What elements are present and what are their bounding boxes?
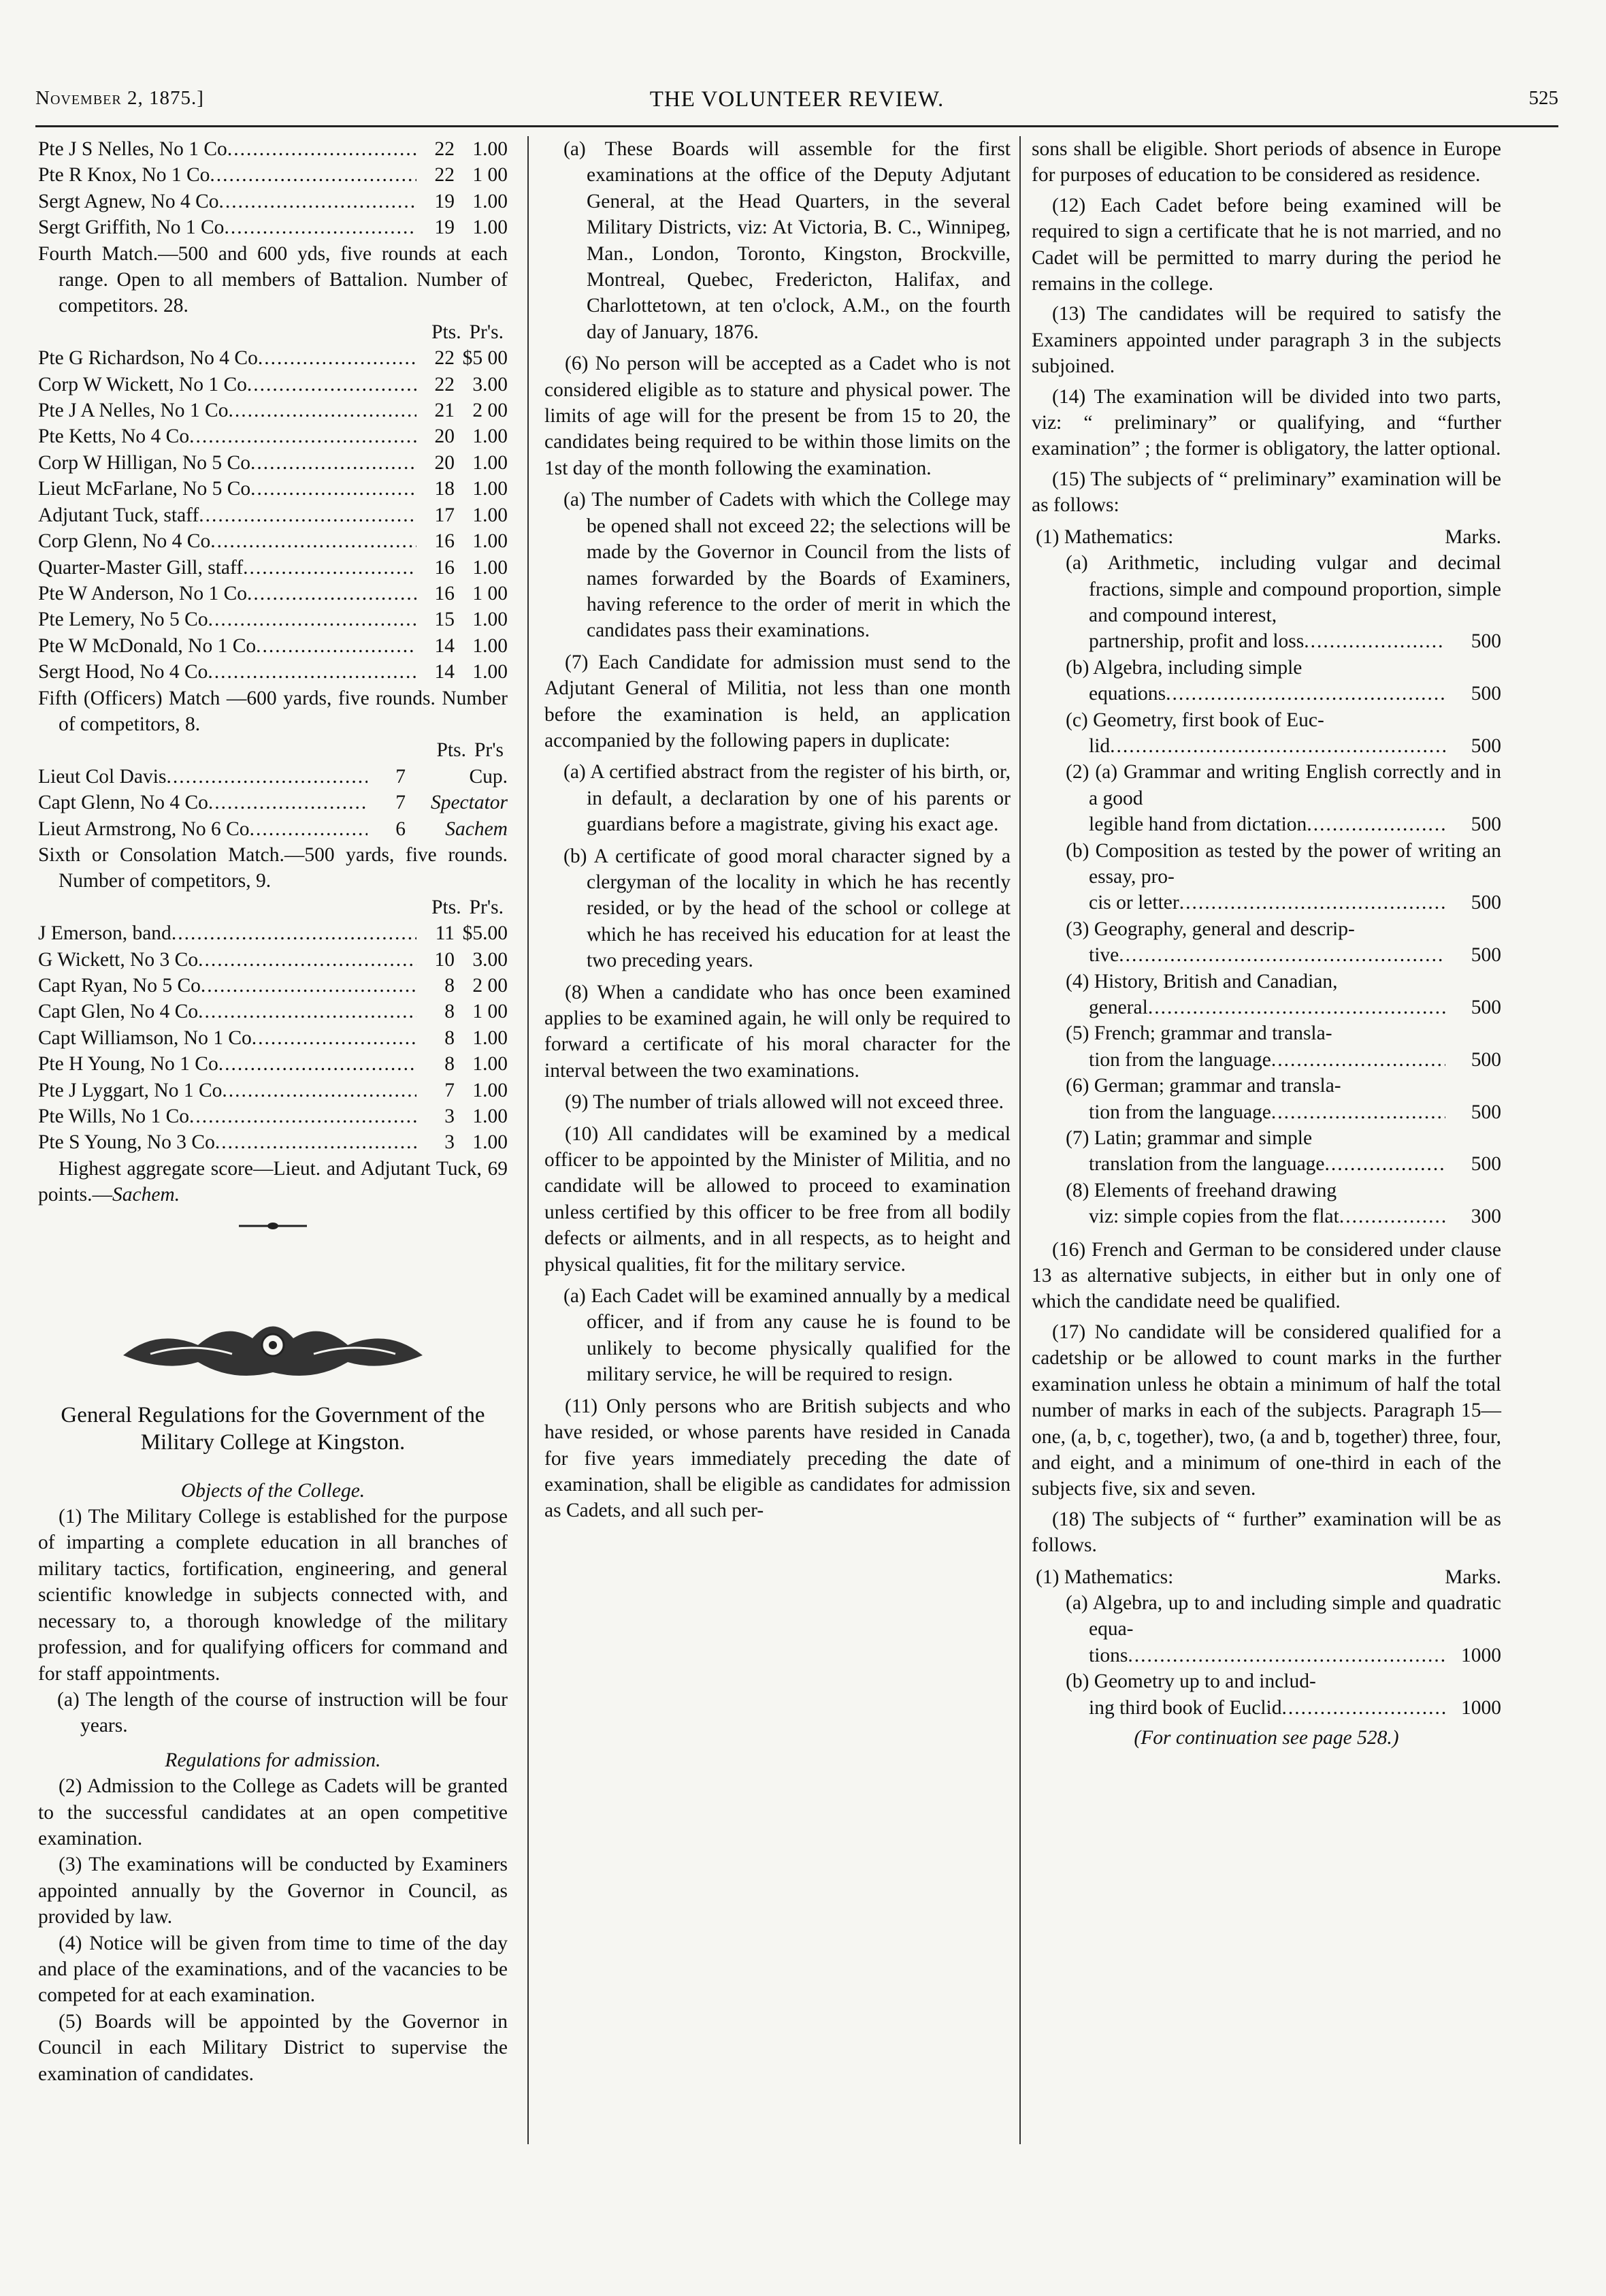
competitor-name: Sergt Agnew, No 4 Co ..... bbox=[38, 189, 416, 214]
subject-description: (b) Geometry up to and includ- bbox=[1066, 1670, 1316, 1693]
subject-final-line: viz: simple copies from the flat ..... bbox=[1089, 1203, 1445, 1229]
competitor-points: 7 bbox=[395, 792, 406, 814]
further-subjects bbox=[1032, 1590, 1501, 1721]
competitor-prize: 1 00 bbox=[472, 582, 508, 604]
paragraph-5: (5) Boards will be appointed by the Governor in Council in each Military District to supervise the examination of candidates. bbox=[38, 2010, 508, 2085]
fifth-match-results bbox=[38, 764, 508, 842]
competitor-points: 7 bbox=[444, 1079, 455, 1101]
competitor-prize: 1.00 bbox=[472, 530, 508, 553]
competitor-prize: 2 00 bbox=[472, 975, 508, 997]
subject-marks: 300 bbox=[1471, 1206, 1501, 1228]
competitor-name: Lieut Col Davis ..... bbox=[38, 764, 367, 790]
result-row bbox=[38, 947, 508, 973]
competitor-points: 20 bbox=[434, 425, 455, 448]
column-1 bbox=[38, 136, 508, 2087]
result-row bbox=[38, 1103, 508, 1129]
competitor-prize: 1.00 bbox=[472, 451, 508, 474]
competitor-name: Pte W McDonald, No 1 Co ..... bbox=[38, 633, 416, 659]
competitor-name: Sergt Griffith, No 1 Co ..... bbox=[38, 214, 416, 240]
subject-final-line: cis or letter ..... bbox=[1089, 890, 1445, 916]
competitor-points: 16 bbox=[434, 530, 455, 553]
competitor-name: Pte H Young, No 1 Co ..... bbox=[38, 1051, 416, 1077]
subject-marks-row bbox=[1032, 681, 1501, 707]
result-row bbox=[38, 790, 508, 815]
result-row bbox=[38, 189, 508, 214]
fourth-col-heads bbox=[38, 319, 508, 345]
column-rule bbox=[527, 136, 529, 2144]
paragraph-13: (13) The candidates will be required to satisfy the Examiners appointed under paragraph 3 in the subjects subjoined. bbox=[1032, 303, 1501, 378]
competitor-name: Sergt Hood, No 4 Co ..... bbox=[38, 659, 416, 685]
result-row bbox=[38, 973, 508, 999]
result-row bbox=[38, 764, 508, 790]
competitor-name: Lieut McFarlane, No 5 Co ..... bbox=[38, 476, 416, 502]
subject-marks-row bbox=[1032, 1695, 1501, 1721]
header-page-number: 525 bbox=[1528, 87, 1558, 109]
subject-marks-row bbox=[1032, 995, 1501, 1020]
result-row bbox=[38, 136, 508, 162]
subject-final-line: general ..... bbox=[1089, 995, 1445, 1020]
competitor-points: 17 bbox=[434, 504, 455, 526]
result-row bbox=[38, 633, 508, 659]
competitor-prize: 1.00 bbox=[472, 609, 508, 631]
subject-description: (7) Latin; grammar and simple bbox=[1066, 1127, 1313, 1150]
subject-marks: 500 bbox=[1471, 630, 1501, 653]
result-row bbox=[38, 423, 508, 449]
competitor-points: 10 bbox=[434, 948, 455, 971]
result-row bbox=[38, 1025, 508, 1051]
competitor-name: Capt Ryan, No 5 Co ..... bbox=[38, 973, 416, 999]
paragraph-7: (7) Each Candidate for admission must send to the Adjutant General of Militia, not less than one month before the examination is held, an application accompanied by the following papers in duplicate: bbox=[544, 651, 1011, 751]
paragraph-10: (10) All candidates will be examined by a medical officer to be appointed by the Minister of Militia, and no candidate will be allowed to proceed to examination unless certified by this officer to be free from all bodily defects or ailments, and in all respects, as to height and physical qualities, fit for the military service. bbox=[544, 1122, 1011, 1276]
continuation-note: (For continuation see page 528.) bbox=[1134, 1726, 1399, 1749]
result-row bbox=[38, 502, 508, 528]
competitor-points: 8 bbox=[444, 1053, 455, 1076]
competitor-prize: 1 00 bbox=[472, 1001, 508, 1023]
competitor-prize: 1.00 bbox=[472, 661, 508, 683]
competitor-prize: 1.00 bbox=[472, 1105, 508, 1128]
competitor-prize: 1.00 bbox=[472, 425, 508, 448]
subject-marks-row bbox=[1032, 733, 1501, 759]
subject-marks-row bbox=[1032, 628, 1501, 654]
objects-heading: Objects of the College. bbox=[180, 1479, 365, 1502]
competitor-prize: 2 00 bbox=[472, 400, 508, 422]
competitor-points: 8 bbox=[444, 975, 455, 997]
competitor-prize: 1.00 bbox=[472, 216, 508, 239]
column-2 bbox=[544, 136, 1011, 1524]
paragraph-16: (16) French and German to be considered under clause 13 as alternative subjects, in either but in only one of which the candidate need be qualified. bbox=[1032, 1238, 1501, 1313]
result-row bbox=[38, 528, 508, 554]
competitor-prize: $5.00 bbox=[462, 922, 508, 945]
subject-description: (5) French; grammar and transla- bbox=[1066, 1022, 1332, 1045]
competitor-name: Quarter-Master Gill, staff ..... bbox=[38, 555, 416, 581]
subject-final-line: equations ..... bbox=[1089, 681, 1445, 707]
competitor-points: 19 bbox=[434, 190, 455, 212]
admission-heading: Regulations for admission. bbox=[165, 1749, 381, 1771]
subject-description: (8) Elements of freehand drawing bbox=[1066, 1179, 1337, 1201]
result-row bbox=[38, 450, 508, 476]
result-row bbox=[38, 345, 508, 371]
fourth-match-results bbox=[38, 345, 508, 685]
subject-marks-row bbox=[1032, 942, 1501, 968]
subject-description: (b) Algebra, including simple bbox=[1066, 656, 1302, 679]
eagle-ornament-icon bbox=[110, 1308, 436, 1389]
result-row bbox=[38, 1078, 508, 1103]
competitor-prize: 1.00 bbox=[472, 1079, 508, 1101]
subject-final-line: ing third book of Euclid ..... bbox=[1089, 1695, 1445, 1721]
paragraph-11-continued: sons shall be eligible. Short periods of absence in Europe for purposes of education to be considered as residence. bbox=[1032, 138, 1501, 187]
sixth-match-heading: Sixth or Consolation Match.—500 yards, five rounds. Number of competitors, 9. bbox=[38, 843, 508, 892]
subject-marks: 500 bbox=[1471, 892, 1501, 914]
subject-final-line: tive ..... bbox=[1089, 942, 1445, 968]
paragraph-5a: (a) These Boards will assemble for the first examinations at the office of the Deputy Adjutant General, at the Head Quarters, in the several Military Districts, viz: At Victoria, B. C., Winnipeg, Man., London, Toronto, Kingston, Brockville, Montreal, Quebec, Fredericton, Halifax, and Charlottetown, at ten o'clock, A.M., on the fourth day of January, 1876. bbox=[563, 138, 1011, 343]
subject-marks-row bbox=[1032, 811, 1501, 837]
col-head-pts: Pts. bbox=[436, 739, 466, 762]
result-row bbox=[38, 214, 508, 240]
paragraph-8: (8) When a candidate who has once been examined applies to be examined again, he will only be required to forward a certificate of his moral character for the interval between the two examinations. bbox=[544, 981, 1011, 1082]
competitor-points: 11 bbox=[435, 922, 455, 945]
subject-marks: 1000 bbox=[1461, 1696, 1501, 1719]
further-math-label: (1) Mathematics: bbox=[1036, 1566, 1174, 1588]
competitor-name: J Emerson, band ..... bbox=[38, 920, 416, 946]
aggregate-signature: Sachem. bbox=[112, 1184, 180, 1206]
competitor-prize: 1.00 bbox=[472, 1131, 508, 1154]
column-3 bbox=[1032, 136, 1501, 1751]
competitor-prize: Spectator bbox=[430, 792, 508, 814]
subject-final-line: tion from the language ..... bbox=[1089, 1099, 1445, 1125]
fifth-col-heads bbox=[38, 737, 508, 763]
paragraph-18: (18) The subjects of “ further” examination will be as follows. bbox=[1032, 1508, 1501, 1557]
competitor-prize: 1.00 bbox=[472, 634, 508, 657]
subject-marks: 500 bbox=[1471, 1048, 1501, 1071]
competitor-name: Pte J A Nelles, No 1 Co ..... bbox=[38, 398, 416, 423]
competitor-points: 8 bbox=[444, 1026, 455, 1049]
result-row bbox=[38, 1129, 508, 1155]
header-title: THE VOLUNTEER REVIEW. bbox=[649, 87, 945, 112]
paragraph-7a: (a) A certified abstract from the register of his birth, or, in default, a declaration by one of his parents or guardians before a magistrate, giving his exact age. bbox=[563, 761, 1011, 836]
competitor-points: 14 bbox=[434, 634, 455, 657]
result-row bbox=[38, 999, 508, 1024]
competitor-points: 16 bbox=[434, 556, 455, 579]
competitor-prize: Cup. bbox=[469, 765, 508, 788]
subject-final-line: tion from the language ..... bbox=[1089, 1047, 1445, 1073]
subject-description: (c) Geometry, first book of Euc- bbox=[1066, 709, 1324, 731]
result-row bbox=[38, 476, 508, 502]
competitor-points: 6 bbox=[395, 818, 406, 840]
subject-description: (b) Composition as tested by the power of writing an essay, pro- bbox=[1066, 839, 1501, 888]
competitor-prize: 1.00 bbox=[472, 478, 508, 500]
marks-label: Marks. bbox=[1445, 1566, 1501, 1588]
subject-marks: 500 bbox=[1471, 1153, 1501, 1176]
competitor-prize: 1.00 bbox=[472, 1053, 508, 1076]
header-date: November 2, 1875.] bbox=[35, 87, 204, 109]
paragraph-7b: (b) A certificate of good moral character signed by a clergyman of the locality in which he has recently resided, or by the head of the school or college at which he has received his education for at least the two preceding years. bbox=[563, 845, 1011, 972]
competitor-name: Corp W Hilligan, No 5 Co ..... bbox=[38, 450, 416, 476]
competitor-prize: 1.00 bbox=[472, 1026, 508, 1049]
subject-marks-row bbox=[1032, 1203, 1501, 1229]
paragraph-10a: (a) Each Cadet will be examined annually by a medical officer, and if from any cause he is found to be unlikely to become physically qualified for the military service, he will be required to resign. bbox=[563, 1285, 1011, 1386]
competitor-name: Capt Glen, No 4 Co ..... bbox=[38, 999, 416, 1024]
subject-marks: 1000 bbox=[1461, 1644, 1501, 1666]
subject-final-line: tions ..... bbox=[1089, 1643, 1445, 1668]
paragraph-11: (11) Only persons who are British subjects and who have resided, or whose parents have resided in Canada for five years immediately preceding the date of examination, shall be eligible as candidates for admission as Cadets, and all such per- bbox=[544, 1395, 1011, 1522]
subject-description: (a) Arithmetic, including vulgar and decimal fractions, simple and compound proportion, simple and compound interest, bbox=[1066, 552, 1501, 626]
paragraph-4: (4) Notice will be given from time to time of the day and place of the examinations, and of the vacancies to be competed for at each examination. bbox=[38, 1932, 508, 2007]
subject-marks-row bbox=[1032, 1643, 1501, 1668]
paragraph-1: (1) The Military College is established for the purpose of imparting a complete education in all branches of military tactics, fortification, engineering, and general scientific knowledge in subjects connected with, and necessary to, a thorough knowledge of the military profession, and for qualifying officers for command and for staff appointments. bbox=[38, 1506, 508, 1685]
result-row bbox=[38, 816, 508, 842]
paragraph-6a: (a) The number of Cadets with which the College may be opened shall not exceed 22; the selections will be made by the Governor in Council from the lists of names forwarded by the Boards of Examiners, having reference to the order of merit in which the candidates pass their examinations. bbox=[563, 489, 1011, 642]
subject-final-line: partnership, profit and loss ..... bbox=[1089, 628, 1445, 654]
subject-final-line: translation from the language ..... bbox=[1089, 1151, 1445, 1177]
competitor-prize: 1.00 bbox=[472, 504, 508, 526]
competitor-points: 8 bbox=[444, 1001, 455, 1023]
result-row bbox=[38, 920, 508, 946]
paragraph-15: (15) The subjects of “ preliminary” examination will be as follows: bbox=[1032, 468, 1501, 517]
subject-description: (3) Geography, general and descrip- bbox=[1066, 918, 1355, 940]
competitor-points: 3 bbox=[444, 1105, 455, 1128]
col-head-prize: Pr's bbox=[474, 739, 504, 762]
sixth-col-heads bbox=[38, 894, 508, 920]
competitor-name: Adjutant Tuck, staff ..... bbox=[38, 502, 416, 528]
paragraph-2: (2) Admission to the College as Cadets will be granted to the successful candidates at an open competitive examination. bbox=[38, 1775, 508, 1849]
competitor-name: Pte Lemery, No 5 Co ..... bbox=[38, 607, 416, 632]
competitor-points: 22 bbox=[434, 138, 455, 160]
subject-description: (6) German; grammar and transla- bbox=[1066, 1075, 1341, 1097]
subject-marks-row bbox=[1032, 1047, 1501, 1073]
competitor-points: 21 bbox=[434, 400, 455, 422]
competitor-name: Pte Ketts, No 4 Co ..... bbox=[38, 423, 416, 449]
competitor-name: Corp W Wickett, No 1 Co ..... bbox=[38, 372, 416, 398]
aggregate-text: Highest aggregate score—Lieut. and Adjutant Tuck, 69 points.— bbox=[38, 1157, 508, 1206]
competitor-name: Pte J S Nelles, No 1 Co ..... bbox=[38, 136, 416, 162]
competitor-name: G Wickett, No 3 Co ..... bbox=[38, 947, 416, 973]
fourth-top-results bbox=[38, 136, 508, 241]
subject-marks: 500 bbox=[1471, 813, 1501, 836]
further-math-heading bbox=[1032, 1564, 1501, 1590]
competitor-points: 22 bbox=[434, 164, 455, 187]
paragraph-3: (3) The examinations will be conducted by Examiners appointed annually by the Governor in Council, as provided by law. bbox=[38, 1854, 508, 1928]
paragraph-1a: (a) The length of the course of instruction will be four years. bbox=[57, 1688, 508, 1737]
competitor-points: 22 bbox=[434, 373, 455, 395]
competitor-name: Pte W Anderson, No 1 Co ..... bbox=[38, 581, 416, 607]
column-rule bbox=[1019, 136, 1021, 2144]
paragraph-12: (12) Each Cadet before being examined will be required to sign a certificate that he is not married, and no Cadet will be permitted to marry during the period he remains in the college. bbox=[1032, 194, 1501, 295]
competitor-name: Pte R Knox, No 1 Co ..... bbox=[38, 162, 416, 188]
subject-marks-row bbox=[1032, 1151, 1501, 1177]
competitor-points: 18 bbox=[434, 478, 455, 500]
competitor-name: Pte J Lyggart, No 1 Co ..... bbox=[38, 1078, 416, 1103]
competitor-prize: 3.00 bbox=[472, 373, 508, 395]
result-row bbox=[38, 372, 508, 398]
article-title: General Regulations for the Government of the Military College at Kingston. bbox=[61, 1402, 485, 1455]
marks-label: Marks. bbox=[1445, 526, 1501, 548]
paragraph-9: (9) The number of trials allowed will not exceed three. bbox=[565, 1091, 1004, 1114]
competitor-prize: $5 00 bbox=[462, 347, 508, 370]
fifth-match-heading: Fifth (Officers) Match —600 yards, five rounds. Number of competitors, 8. bbox=[38, 687, 508, 735]
subject-marks: 500 bbox=[1471, 997, 1501, 1018]
result-row bbox=[38, 607, 508, 632]
competitor-prize: 1.00 bbox=[472, 138, 508, 160]
competitor-points: 3 bbox=[444, 1131, 455, 1154]
paragraph-17: (17) No candidate will be considered qualified for a cadetship or be allowed to count marks in the further examination unless he obtain a minimum of half the total number of marks in each of the subjects. Paragraph 15—one, (a, b, c, together), two, (a and b, together) three, four, and eight, and a minimum of one-third in each of the subjects five, six and seven. bbox=[1032, 1321, 1501, 1500]
competitor-name: Pte S Young, No 3 Co ..... bbox=[38, 1129, 416, 1155]
prelim-math-label: (1) Mathematics: bbox=[1036, 526, 1174, 548]
subject-marks-row bbox=[1032, 1099, 1501, 1125]
page-header bbox=[35, 87, 1558, 123]
col-head-prize: Pr's. bbox=[469, 321, 504, 343]
subject-description: (4) History, British and Canadian, bbox=[1066, 970, 1338, 992]
prelim-math-heading bbox=[1032, 524, 1501, 550]
subject-marks: 500 bbox=[1471, 944, 1501, 967]
result-row bbox=[38, 398, 508, 423]
subject-marks: 500 bbox=[1471, 734, 1501, 757]
col-head-prize: Pr's. bbox=[469, 896, 504, 918]
header-rule bbox=[35, 125, 1558, 127]
competitor-prize: 1.00 bbox=[472, 190, 508, 212]
result-row bbox=[38, 555, 508, 581]
subject-description: (2) (a) Grammar and writing English correctly and in a good bbox=[1066, 761, 1501, 809]
subject-marks: 500 bbox=[1471, 683, 1501, 705]
paragraph-14: (14) The examination will be divided into two parts, viz: “ preliminary” or qualifying, and “further examination” ; the former is obligatory, the latter optional. bbox=[1032, 385, 1501, 460]
competitor-points: 15 bbox=[434, 609, 455, 631]
result-row bbox=[38, 1051, 508, 1077]
subject-marks-row bbox=[1032, 890, 1501, 916]
prelim-subjects bbox=[1032, 550, 1501, 1230]
subject-final-line: legible hand from dictation ..... bbox=[1089, 811, 1445, 837]
competitor-points: 7 bbox=[395, 765, 406, 788]
competitor-points: 16 bbox=[434, 582, 455, 604]
competitor-prize: 3.00 bbox=[472, 948, 508, 971]
competitor-name: Capt Glenn, No 4 Co ..... bbox=[38, 790, 367, 815]
competitor-points: 19 bbox=[434, 216, 455, 239]
competitor-prize: Sachem bbox=[445, 818, 508, 840]
sixth-match-results bbox=[38, 920, 508, 1156]
competitor-name: Pte Wills, No 1 Co ..... bbox=[38, 1103, 416, 1129]
aggregate-note bbox=[38, 1156, 508, 1208]
competitor-prize: 1 00 bbox=[472, 164, 508, 187]
competitor-name: Corp Glenn, No 4 Co ..... bbox=[38, 528, 416, 554]
subject-final-line: lid ..... bbox=[1089, 733, 1445, 759]
fourth-match-heading: Fourth Match.—500 and 600 yds, five rounds at each range. Open to all members of Battalion. Number of competitors. 28. bbox=[38, 242, 508, 317]
subject-description: (a) Algebra, up to and including simple and quadratic equa- bbox=[1066, 1591, 1501, 1640]
competitor-points: 20 bbox=[434, 451, 455, 474]
result-row bbox=[38, 659, 508, 685]
competitor-name: Pte G Richardson, No 4 Co ..... bbox=[38, 345, 416, 371]
paragraph-6: (6) No person will be accepted as a Cadet who is not considered eligible as to stature and physical power. The limits of age will for the present be from 15 to 20, the candidates being required to be within those limits on the 1st day of the month following the examination. bbox=[544, 353, 1011, 479]
subject-marks: 500 bbox=[1471, 1101, 1501, 1123]
competitor-points: 14 bbox=[434, 661, 455, 683]
result-row bbox=[38, 162, 508, 188]
competitor-points: 22 bbox=[434, 347, 455, 370]
competitor-name: Lieut Armstrong, No 6 Co ..... bbox=[38, 816, 367, 842]
result-row bbox=[38, 581, 508, 607]
divider-rule bbox=[164, 1220, 382, 1295]
competitor-prize: 1.00 bbox=[472, 556, 508, 579]
col-head-pts: Pts. bbox=[431, 321, 461, 343]
competitor-name: Capt Williamson, No 1 Co ..... bbox=[38, 1025, 416, 1051]
col-head-pts: Pts. bbox=[431, 896, 461, 918]
